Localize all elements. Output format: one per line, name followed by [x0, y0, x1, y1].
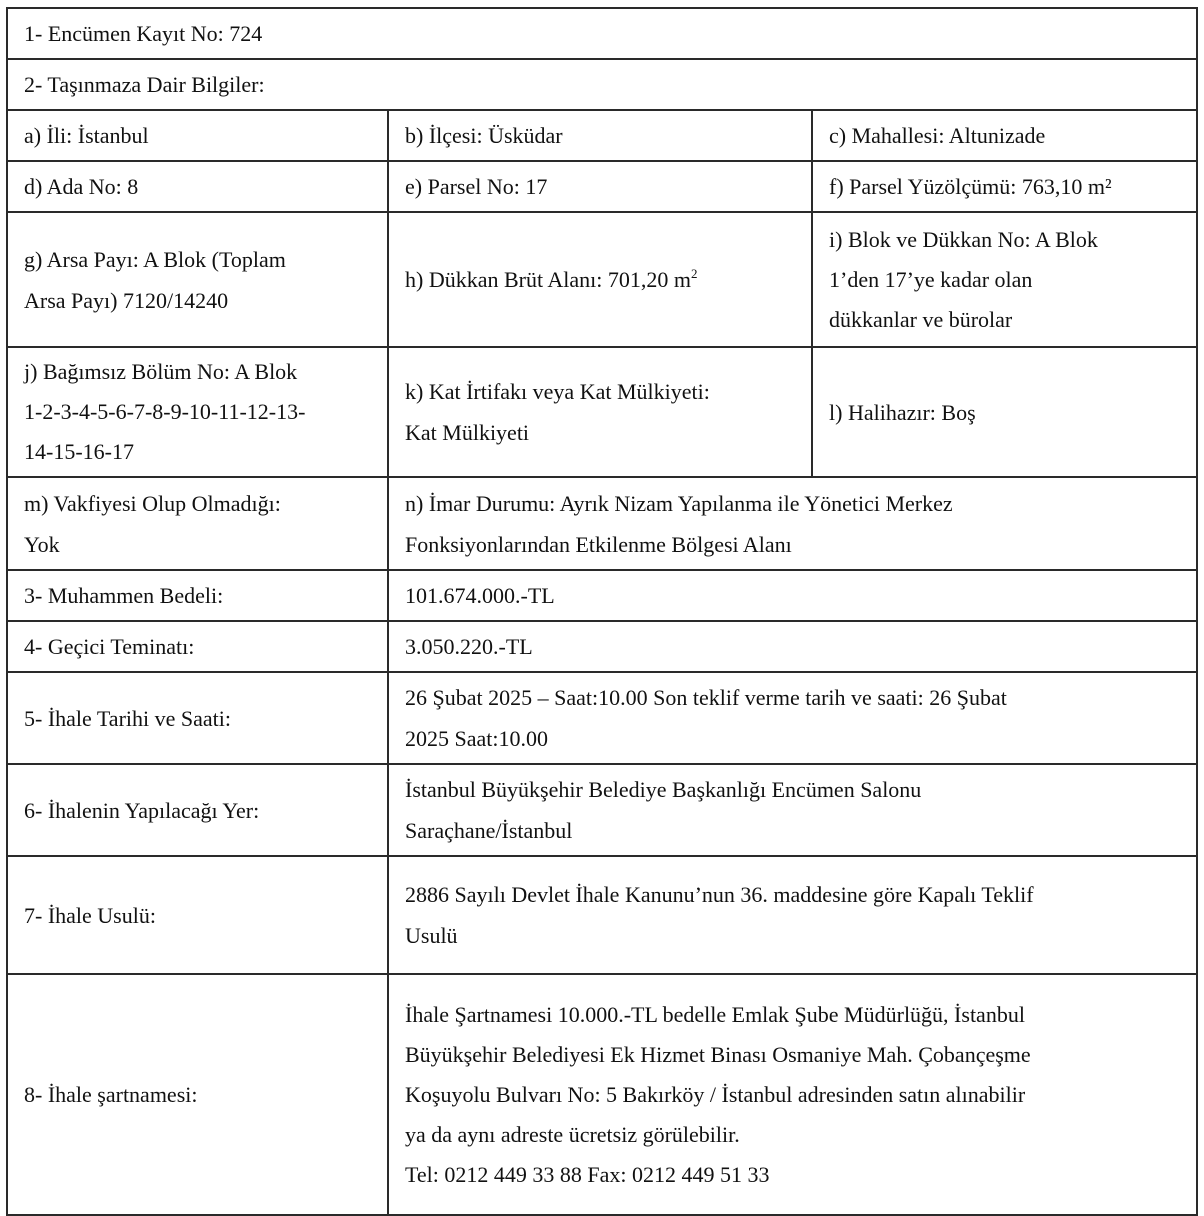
foundation-line: Yok [24, 531, 60, 557]
item-value-line: Usulü [405, 923, 458, 948]
zoning-status-line: n) İmar Durumu: Ayrık Nizam Yapılanma ile Yönetici Merkez [405, 490, 953, 516]
row-unit [7, 347, 1197, 477]
item-value [388, 672, 1197, 764]
block-shop-no-line: dükkanlar ve bürolar [829, 306, 1013, 332]
item-value-line: ya da aynı adreste ücretsiz görülebilir. [405, 1121, 740, 1147]
shop-gross-area-cell [388, 212, 812, 347]
registry-no-cell: 1- Encümen Kayıt No: 724 [7, 8, 1197, 59]
item-label: 3- Muhammen Bedeli: [7, 570, 388, 621]
block-shop-no-line: i) Blok ve Dükkan No: A Blok [829, 226, 1098, 252]
block-no-cell: d) Ada No: 8 [7, 161, 388, 212]
item-value-line: 2886 Sayılı Devlet İhale Kanunu’nun 36. maddesine göre Kapalı Teklif [405, 882, 1034, 907]
square-superscript: 2 [690, 266, 698, 281]
property-info-heading: 2- Taşınmaza Dair Bilgiler: [7, 59, 1197, 110]
land-share-cell [7, 212, 388, 347]
item-value-line: Saraçhane/İstanbul [405, 818, 573, 843]
item-value-line: Büyükşehir Belediyesi Ek Hizmet Binası Osmaniye Mah. Çobançeşme [405, 1041, 1031, 1067]
row-estimated-price [7, 570, 1197, 621]
independent-unit-line: j) Bağımsız Bölüm No: A Blok [24, 359, 298, 384]
shop-gross-area-text: h) Dükkan Brüt Alanı: 701,20 m [405, 267, 691, 292]
item-value: 101.674.000.-TL [388, 570, 1197, 621]
item-value-line: Koşuyolu Bulvarı No: 5 Bakırköy / İstanbul adresinden satın alınabilir [405, 1081, 1026, 1107]
ownership-type-line: Kat Mülkiyeti [405, 420, 530, 445]
row-zoning [7, 477, 1197, 570]
row-property-info-heading [7, 59, 1197, 110]
row-tender-method [7, 856, 1197, 974]
row-parcel [7, 161, 1197, 212]
zoning-status-cell [388, 477, 1197, 570]
land-share-line: g) Arsa Payı: A Blok (Toplam [24, 246, 286, 272]
neighborhood-cell: c) Mahallesi: Altunizade [812, 110, 1197, 161]
row-registry-no [7, 8, 1197, 59]
district-cell: b) İlçesi: Üsküdar [388, 110, 812, 161]
parcel-area-cell: f) Parsel Yüzölçümü: 763,10 m² [812, 161, 1197, 212]
parcel-no-cell: e) Parsel No: 17 [388, 161, 812, 212]
item-label: 6- İhalenin Yapılacağı Yer: [7, 764, 388, 856]
ownership-type-line: k) Kat İrtifakı veya Kat Mülkiyeti: [405, 379, 710, 404]
current-state-cell: l) Halihazır: Boş [812, 347, 1197, 477]
item-label: 5- İhale Tarihi ve Saati: [7, 672, 388, 764]
item-value-line: Tel: 0212 449 33 88 Fax: 0212 449 51 33 [405, 1161, 770, 1187]
province-cell: a) İli: İstanbul [7, 110, 388, 161]
land-share-line: Arsa Payı) 7120/14240 [24, 287, 229, 313]
row-temporary-guarantee [7, 621, 1197, 672]
zoning-status-line: Fonksiyonlarından Etkilenme Bölgesi Alanı [405, 531, 792, 557]
independent-unit-cell [7, 347, 388, 477]
row-location [7, 110, 1197, 161]
item-label: 7- İhale Usulü: [7, 856, 388, 974]
item-value [388, 974, 1197, 1215]
tender-info-table [6, 7, 1198, 1216]
item-value: 3.050.220.-TL [388, 621, 1197, 672]
block-shop-no-line: 1’den 17’ye kadar olan [829, 266, 1033, 292]
foundation-cell [7, 477, 388, 570]
item-label: 8- İhale şartnamesi: [7, 974, 388, 1215]
item-value-line: İstanbul Büyükşehir Belediye Başkanlığı Encümen Salonu [405, 777, 922, 802]
independent-unit-line: 14-15-16-17 [24, 439, 134, 464]
item-label: 4- Geçici Teminatı: [7, 621, 388, 672]
item-value-line: İhale Şartnamesi 10.000.-TL bedelle Emlak Şube Müdürlüğü, İstanbul [405, 1001, 1025, 1027]
item-value-line: 26 Şubat 2025 – Saat:10.00 Son teklif verme tarih ve saati: 26 Şubat [405, 685, 1007, 710]
row-specification [7, 974, 1197, 1215]
block-shop-no-cell [812, 212, 1197, 347]
item-value [388, 856, 1197, 974]
ownership-type-cell [388, 347, 812, 477]
item-value-line: 2025 Saat:10.00 [405, 726, 548, 751]
row-tender-place [7, 764, 1197, 856]
foundation-line: m) Vakfiyesi Olup Olmadığı: [24, 490, 281, 516]
independent-unit-line: 1-2-3-4-5-6-7-8-9-10-11-12-13- [24, 399, 306, 424]
row-share-area [7, 212, 1197, 347]
item-value [388, 764, 1197, 856]
row-tender-date [7, 672, 1197, 764]
